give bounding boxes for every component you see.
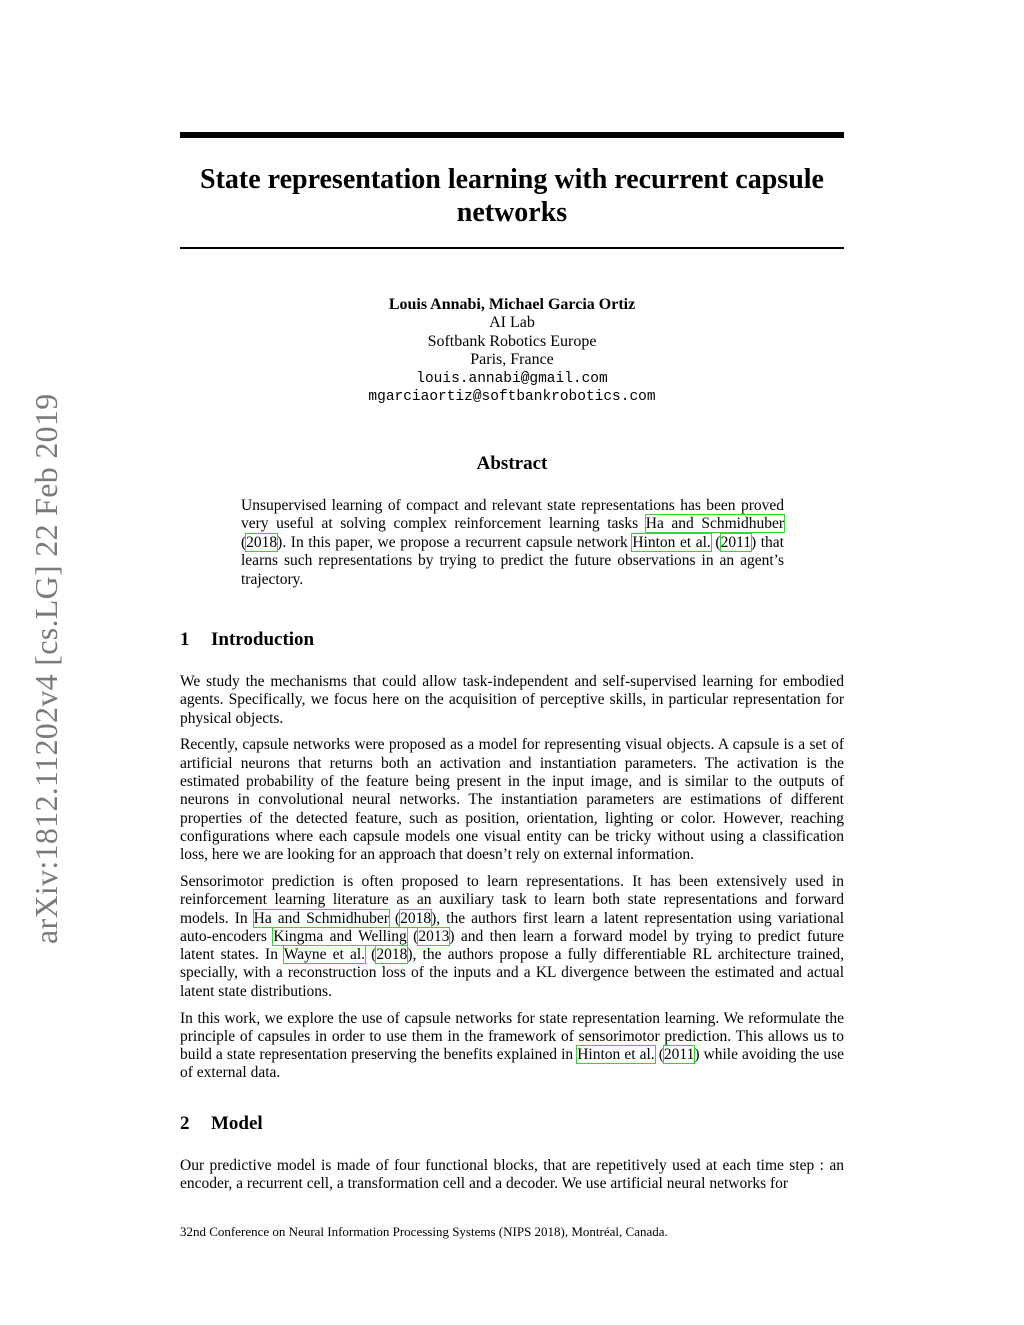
introduction-body bbox=[180, 673, 844, 1091]
abstract-text-part: Unsupervised learning of compact and relevant state representations has been proved very useful at solving complex reinforcement learning tasks bbox=[241, 497, 784, 533]
citation-link[interactable]: Ha and Schmidhuber bbox=[253, 909, 389, 927]
citation-year-link[interactable]: 2018 bbox=[400, 909, 432, 927]
title-top-rule bbox=[180, 132, 844, 138]
citation-link[interactable]: Hinton et al. bbox=[632, 533, 711, 551]
paragraph-text-part: ) and then learn a forward model by trying to predict future latent states. In bbox=[180, 927, 844, 964]
paragraph: Our predictive model is made of four functional blocks, that are repetitively used at each time step : an encoder, a recurrent cell, a transformation cell and a decoder. We use artificial neural networks for bbox=[180, 1157, 844, 1193]
abstract-text-part: ) that learns such representations by trying to predict the future observations in an agent’s trajectory. bbox=[241, 533, 784, 588]
paragraph: We study the mechanisms that could allow task-independent and self-supervised learning for embodied agents. Specifically, we focus here on the acquisition of perceptive skills, in particular representation for physical objects. bbox=[180, 673, 844, 727]
abstract-text-part: ( bbox=[710, 533, 721, 551]
citation-year-link[interactable]: 2018 bbox=[246, 533, 278, 551]
paragraph bbox=[180, 873, 844, 1001]
paragraph-text-part: ), the authors first learn a latent representation using variational auto-encoders bbox=[180, 909, 845, 945]
section-number: 2 bbox=[180, 1113, 190, 1134]
paragraph-text-part: ), the authors propose a fully differentiable RL architecture trained, specially, with a reconstruction loss of the inputs and a KL divergence between the estimated and actual latent state distributions. bbox=[180, 946, 844, 1000]
citation-link[interactable]: Hinton et al. bbox=[577, 1046, 655, 1064]
section-title: Model bbox=[211, 1113, 263, 1134]
paragraph-text-part: ( bbox=[654, 1046, 664, 1064]
paragraph-text-part: In this work, we explore the use of capsule networks for state representation learning. We reformulate the principle of capsules in order to use them in the framework of sensorimotor prediction. This allows us to build a state representation preserving the benefits explained in bbox=[180, 1009, 844, 1064]
paragraph bbox=[180, 1010, 844, 1083]
model-body bbox=[180, 1157, 844, 1202]
paragraph-text-part: ( bbox=[388, 909, 401, 927]
section-heading-model bbox=[180, 1113, 844, 1135]
paragraph-text-part: ( bbox=[406, 927, 419, 945]
author-lab: AI Lab bbox=[489, 314, 535, 332]
abstract-heading: Abstract bbox=[476, 453, 548, 474]
abstract-text bbox=[241, 497, 784, 589]
title-bottom-rule bbox=[180, 247, 844, 249]
author-organization: Softbank Robotics Europe bbox=[427, 332, 597, 350]
section-number: 1 bbox=[180, 629, 190, 650]
citation-link[interactable]: Wayne et al. bbox=[283, 946, 366, 964]
citation-year-link[interactable]: 2013 bbox=[418, 927, 450, 945]
citation-link[interactable]: Kingma and Welling bbox=[273, 927, 407, 945]
author-email-2: mgarciaortiz@softbankrobotics.com bbox=[368, 389, 656, 406]
citation-year-link[interactable]: 2018 bbox=[376, 946, 408, 964]
section-title: Introduction bbox=[211, 629, 315, 650]
paragraph-text-part: ) while avoiding the use of external data. bbox=[180, 1046, 845, 1082]
author-email-1: louis.annabi@gmail.com bbox=[416, 370, 608, 387]
citation-year-link[interactable]: 2011 bbox=[663, 1046, 695, 1064]
author-location: Paris, France bbox=[470, 351, 554, 369]
citation-year-link[interactable]: 2011 bbox=[720, 533, 751, 551]
citation-link[interactable]: Ha and Schmidhuber bbox=[645, 515, 784, 533]
author-block bbox=[180, 296, 844, 406]
arxiv-stamp: arXiv:1812.11202v4 [cs.LG] 22 Feb 2019 bbox=[28, 393, 64, 944]
conference-footnote: 32nd Conference on Neural Information Processing Systems (NIPS 2018), Montréal, Canada. bbox=[180, 1224, 668, 1239]
author-names: Louis Annabi, Michael Garcia Ortiz bbox=[388, 296, 636, 313]
paragraph-text-part: ( bbox=[365, 946, 377, 964]
paper-title: State representation learning with recurrent capsule networks bbox=[200, 164, 824, 228]
section-heading-introduction bbox=[180, 629, 844, 651]
paragraph-text-part: Sensorimotor prediction is often proposed to learn representations. It has been extensively used in reinforcement learning literature as an auxiliary task to learn both state representations and forward models. In bbox=[180, 872, 844, 927]
paragraph: Recently, capsule networks were proposed as a model for representing visual objects. A capsule is a set of artificial neurons that returns both an activation and instantiation parameters. The activation is the estimated probability of the feature being present in the input image, and is similar to the outputs of neurons in convolutional neural networks. The instantiation parameters are estimations of different properties of the detected feature, such as position, orientation, lighting or color. However, reaching configurations where each capsule models one visual entity can be tricky without using a classification loss, here we are looking for an approach that doesn’t rely on external information. bbox=[180, 736, 844, 864]
abstract-text-part: ( bbox=[241, 533, 247, 551]
abstract-text-part: ). In this paper, we propose a recurrent capsule network bbox=[277, 533, 633, 551]
